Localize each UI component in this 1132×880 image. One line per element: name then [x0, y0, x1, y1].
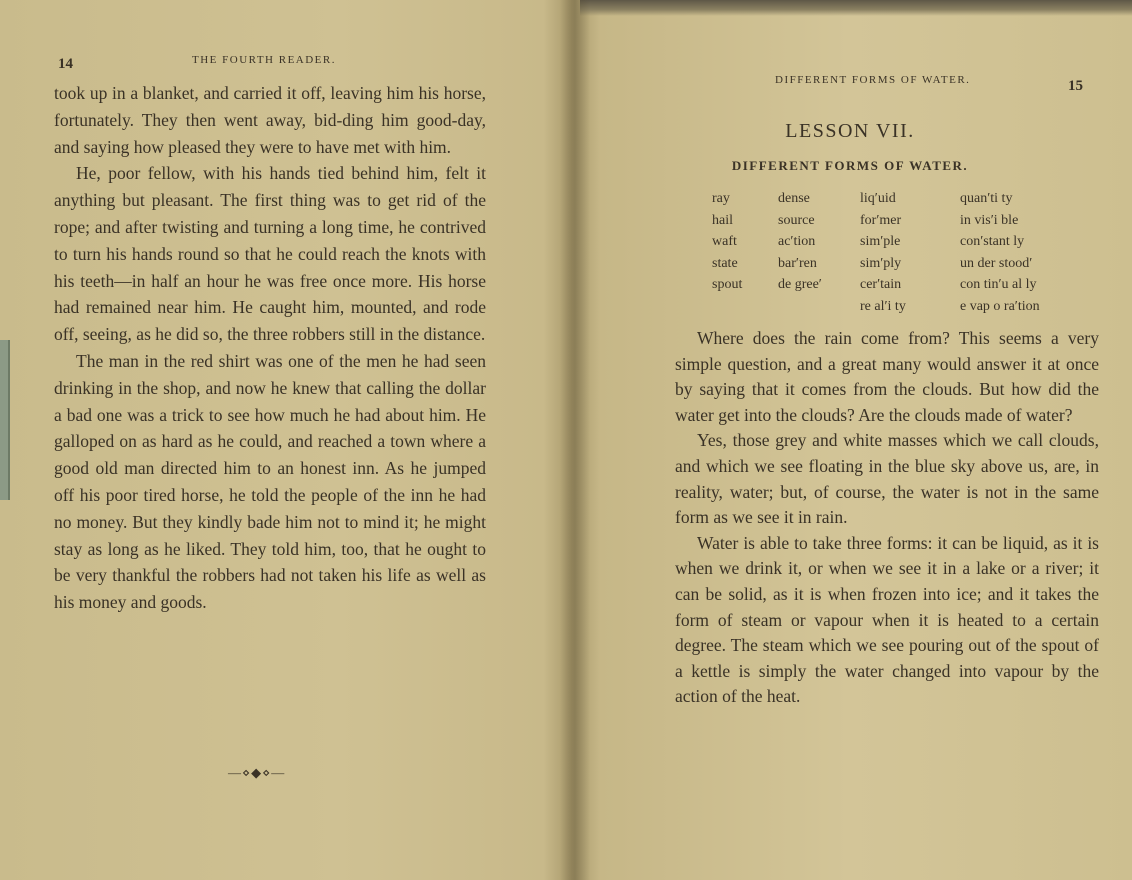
left-page — [40, 0, 540, 880]
vocab-word: un der stood′ — [960, 255, 1033, 271]
left-paragraph-3: The man in the red shirt was one of the men he had seen drinking in the shop, and now he knew that calling the dollar a bad one was a trick to see how much he had about him. He galloped on as hard as he could, and reached a town where a good old man directed him to an honest inn. As he jumped off his poor tired horse, he told the people of the inn he had no money. But they kindly bade him not to mind it; he might stay as long as he liked. They told him, too, that he ought to be very thankful the robbers had not taken his life as well as his money and goods. — [54, 350, 486, 613]
right-paragraph-1: Where does the rain come from? This seems a very simple question, and a great many would answer it at once by saying that it comes from the clouds. But how did the water get into the clouds? Are the clouds made of water? — [675, 328, 1099, 425]
vocab-word: source — [778, 212, 815, 228]
vocab-column-3 — [860, 188, 960, 317]
vocab-word: de gree′ — [778, 277, 822, 292]
vocab-word: cer′tain — [860, 277, 902, 292]
vocab-word: con′stant ly — [960, 234, 1025, 249]
vocabulary-list — [712, 188, 1080, 317]
vocab-word: hail — [712, 212, 733, 228]
left-page-text — [54, 80, 486, 616]
right-page — [600, 0, 1120, 880]
vocab-word: for′mer — [860, 212, 902, 228]
right-paragraph-2: Yes, those grey and white masses which we call clouds, and which we see floating in the blue sky above us, are, in reality, water; but, of course, the water is not in the same form as we see it in rain. — [675, 430, 1099, 528]
vocab-word: dense — [778, 191, 810, 206]
end-ornament: —⋄◆⋄— — [228, 765, 286, 780]
vocab-word: con tin′u al ly — [960, 277, 1037, 292]
left-paragraph-2: He, poor fellow, with his hands tied behind him, felt it anything but pleasant. The first thing was to get rid of the rope; and after twisting and turning a long time, he contrived to turn his hands round so that he could reach the knots with his teeth—in half an hour he was free once more. His horse had remained near him. He caught him, mounted, and rode off, seeing, as he did so, the three robbers still in the distance. — [54, 163, 486, 345]
right-running-head: DIFFERENT FORMS OF WATER. — [775, 74, 971, 86]
vocab-column-2 — [778, 188, 860, 317]
left-paragraph-1: took up in a blanket, and carried it off, leaving him his horse, fortunately. They then went away, bid-ding him good-day, and saying how pleased they were to have met with him. — [54, 83, 486, 157]
vocab-word: waft — [712, 234, 737, 249]
vocab-column-4 — [960, 188, 1080, 317]
book-gutter — [560, 0, 590, 880]
vocab-word: liq′uid — [860, 191, 896, 206]
vocab-word: in vis′i ble — [960, 212, 1019, 228]
vocab-word: sim′ply — [860, 255, 902, 271]
vocab-word: re al′i ty — [860, 298, 906, 314]
vocab-word: quan′ti ty — [960, 191, 1013, 206]
vocab-word: state — [712, 255, 738, 271]
right-page-text — [675, 326, 1099, 710]
vocab-word: ray — [712, 191, 730, 206]
vocab-word: ac′tion — [778, 234, 816, 249]
vocab-column-1 — [712, 188, 778, 317]
right-paragraph-3: Water is able to take three forms: it can be liquid, as it is when we drink it, or when we see it in a lake or a river; it can be solid, as it is when frozen into ice; and it takes the form of steam or vapour when it is heated to a certain degree. The steam which we see pouring out of the spout of a kettle is simply the water changed into vapour by the action of the heat. — [675, 532, 1099, 707]
vocab-word: spout — [712, 277, 743, 292]
left-running-head: THE FOURTH READER. — [192, 54, 336, 66]
vocab-word: e vap o ra′tion — [960, 298, 1040, 314]
lesson-subtitle: DIFFERENT FORMS OF WATER. — [731, 158, 969, 173]
right-page-number: 15 — [1068, 78, 1083, 94]
lesson-title: LESSON VII. — [785, 120, 915, 142]
left-page-number: 14 — [58, 56, 73, 72]
vocab-word: sim′ple — [860, 234, 901, 249]
vocab-word: bar′ren — [778, 255, 817, 271]
page-edge-tab — [0, 340, 10, 500]
